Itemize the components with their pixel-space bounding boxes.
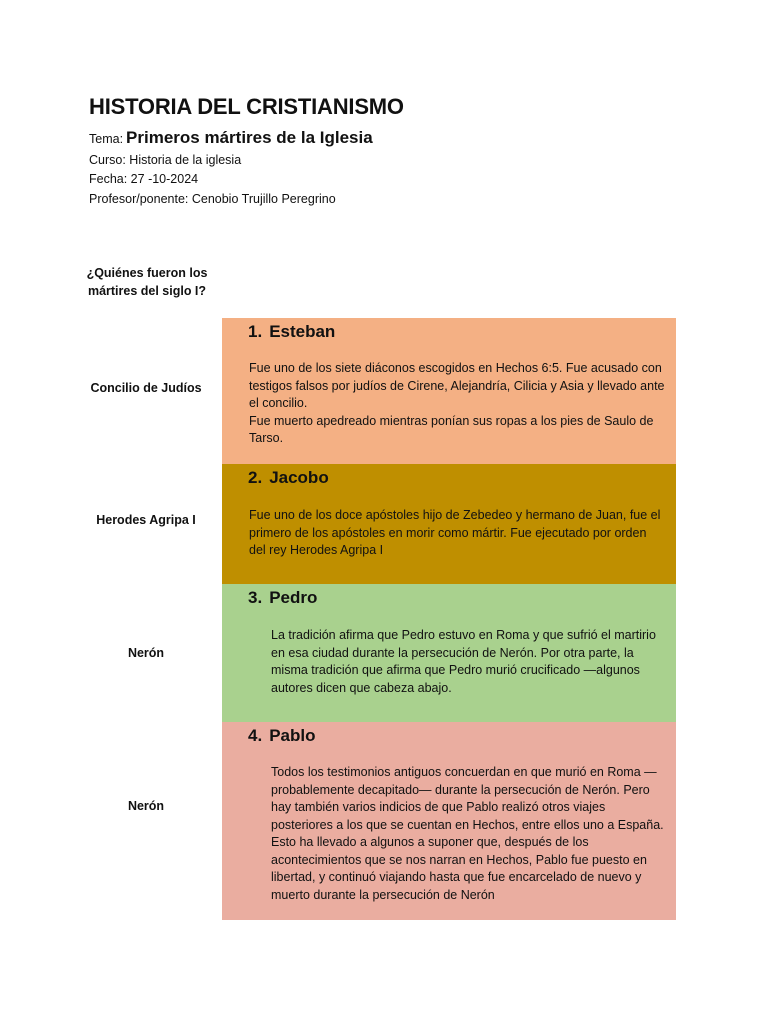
date-line: Fecha: 27 -10-2024 [89,172,199,186]
text-line: del rey Herodes Agripa I [249,543,384,557]
text-line: La tradición afirma que Pedro estuvo en Roma y que sufrió el martirio [271,628,656,642]
text-line: muerto durante la persecución de Nerón [271,887,495,902]
martyr-description [249,507,669,560]
document-title: HISTORIA DEL CRISTIANISMO [89,94,404,119]
text-line: Fue uno de los doce apóstoles hijo de Zebedeo y hermano de Juan, fue el [249,508,661,522]
question-line: mártires del siglo I? [87,284,207,298]
martyr-description [271,764,671,904]
topic-line [89,128,373,148]
text-line: Fue uno de los siete diáconos escogidos en Hechos 6:5. Fue acusado con [249,361,662,375]
text-line: acontecimientos que se nos narran en Hechos, Pablo fue puesto en [271,852,647,867]
teacher-line: Profesor/ponente: Cenobio Trujillo Peregrino [89,192,336,206]
martyr-title [248,468,329,488]
martyr-name: Pablo [269,726,316,745]
martyr-description [249,360,669,448]
side-label-pedro: Nerón [127,646,165,660]
martyr-block-esteban [222,318,676,464]
text-line: hay también varios indicios de que Pablo realizó otros viajes [271,800,606,814]
text-line: misma tradición que afirma que Pedro murió crucificado —algunos [271,663,640,677]
text-line: libertad, y continuó viajando hasta que fue encarcelado de nuevo y [271,870,642,884]
martyr-block-jacobo [222,464,676,584]
martyr-block-pedro [222,584,676,722]
martyr-number: 2. [248,468,263,487]
text-line: en esa ciudad durante la persecución de Nerón. Por otra parte, la [271,645,634,660]
martyr-title [248,588,317,608]
martyr-block-pablo [222,722,676,920]
text-line: testigos falsos por judíos de Cirene, Alejandría, Cilicia y Asia y llevado ante [249,378,665,393]
topic-value: Primeros mártires de la Iglesia [126,128,373,147]
martyr-number: 4. [248,726,263,745]
text-line: posteriores a los que se cuentan en Hechos, entre ellos uno a España. [271,817,664,832]
martyr-number: 1. [248,322,263,341]
text-line: el concilio. [249,396,308,410]
text-line: Fue muerto apedreado mientras ponían sus ropas a los pies de Saulo de [249,413,654,428]
text-line: probablemente decapitado— durante la persecución de Nerón. Pero [271,782,650,797]
side-label-jacobo: Herodes Agripa I [96,513,196,527]
martyr-number: 3. [248,588,263,607]
martyr-description [271,627,671,697]
text-line: primero de los apóstoles en morir como mártir. Fue ejecutado por orden [249,525,647,540]
text-line: Todos los testimonios antiguos concuerdan en que murió en Roma — [271,765,657,779]
question-heading [62,264,232,300]
side-label-pablo: Nerón [127,799,165,813]
text-line: autores dicen que cabeza abajo. [271,680,452,695]
martyr-name: Jacobo [269,468,329,487]
question-line: ¿Quiénes fueron los [86,266,208,280]
course-line: Curso: Historia de la iglesia [89,153,242,167]
martyr-title [248,726,315,746]
martyr-name: Pedro [269,588,318,607]
topic-label: Tema: [89,132,124,146]
text-line: Tarso. [249,431,284,445]
martyr-title [248,322,335,342]
text-line: Esto ha llevado a algunos a suponer que, después de los [271,835,589,849]
martyr-name: Esteban [269,322,336,341]
side-label-esteban: Concilio de Judíos [90,381,202,395]
